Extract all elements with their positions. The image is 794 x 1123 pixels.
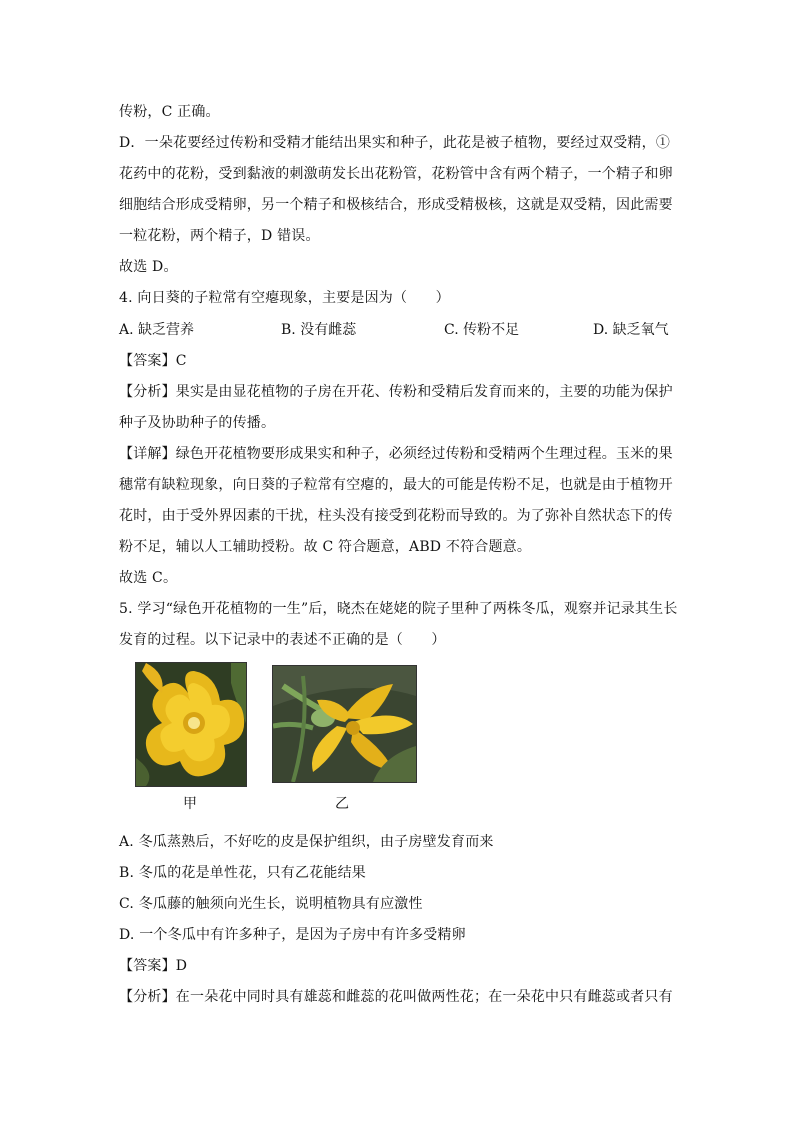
text-line: 故选 C。: [119, 570, 178, 586]
answer-label: 【答案】C: [119, 353, 187, 369]
text-line: 故选 D。: [119, 259, 178, 275]
text-line: 【分析】果实是由显花植物的子房在开花、传粉和受精后发育而来的，主要的功能为保护: [119, 384, 673, 400]
text-line: 一粒花粉，两个精子，D 错误。: [119, 228, 320, 244]
question-4: 4. 向日葵的子粒常有空瘪现象，主要是因为（ ）: [119, 290, 450, 306]
figure-caption-jia: 甲: [183, 796, 197, 812]
text-line: D．一朵花要经过传粉和受精才能结出果实和种子，此花是被子植物，要经过双受精，①: [119, 135, 671, 151]
q4-option-a: A. 缺乏营养: [119, 322, 195, 338]
text-line: 传粉，C 正确。: [119, 104, 220, 120]
text-line: 穗常有缺粒现象，向日葵的子粒常有空瘪的，最大的可能是传粉不足，也就是由于植物开: [119, 477, 673, 493]
answer-label: 【答案】D: [119, 958, 188, 974]
q4-option-d: D. 缺乏氧气: [593, 322, 669, 338]
text-line: 粉不足，辅以人工辅助授粉。故 C 符合题意，ABD 不符合题意。: [119, 539, 532, 555]
q5-option-c: C. 冬瓜藤的触须向光生长，说明植物具有应激性: [119, 896, 423, 912]
text-line: 【详解】绿色开花植物要形成果实和种子，必须经过传粉和受精两个生理过程。玉米的果: [119, 446, 673, 462]
flower-image-yi: [272, 665, 417, 783]
q5-option-b: B. 冬瓜的花是单性花，只有乙花能结果: [119, 865, 366, 881]
figure-caption-yi: 乙: [335, 796, 349, 812]
q5-option-d: D. 一个冬瓜中有许多种子，是因为子房中有许多受精卵: [119, 927, 466, 943]
text-line: 花药中的花粉，受到黏液的刺激萌发长出花粉管，花粉管中含有两个精子，一个精子和卵: [119, 166, 673, 182]
text-line: 细胞结合形成受精卵，另一个精子和极核结合，形成受精极核，这就是双受精，因此需要: [119, 197, 673, 213]
q5-option-a: A. 冬瓜蒸熟后，不好吃的皮是保护组织，由子房壁发育而来: [119, 834, 494, 850]
text-line: 发育的过程。以下记录中的表述不正确的是（ ）: [119, 632, 446, 648]
q4-option-c: C. 传粉不足: [444, 322, 520, 338]
text-line: 花时，由于受外界因素的干扰，柱头没有接受到花粉而导致的。为了弥补自然状态下的传: [119, 508, 673, 524]
text-line: 种子及协助种子的传播。: [119, 415, 276, 431]
text-line: 【分析】在一朵花中同时具有雄蕊和雌蕊的花叫做两性花；在一朵花中只有雌蕊或者只有: [119, 989, 673, 1005]
flower-image-jia: [135, 662, 247, 787]
q4-option-b: B. 没有雌蕊: [281, 322, 357, 338]
question-5: 5. 学习“绿色开花植物的一生”后，晓杰在姥姥的院子里种了两株冬瓜，观察并记录其生长: [119, 601, 678, 617]
